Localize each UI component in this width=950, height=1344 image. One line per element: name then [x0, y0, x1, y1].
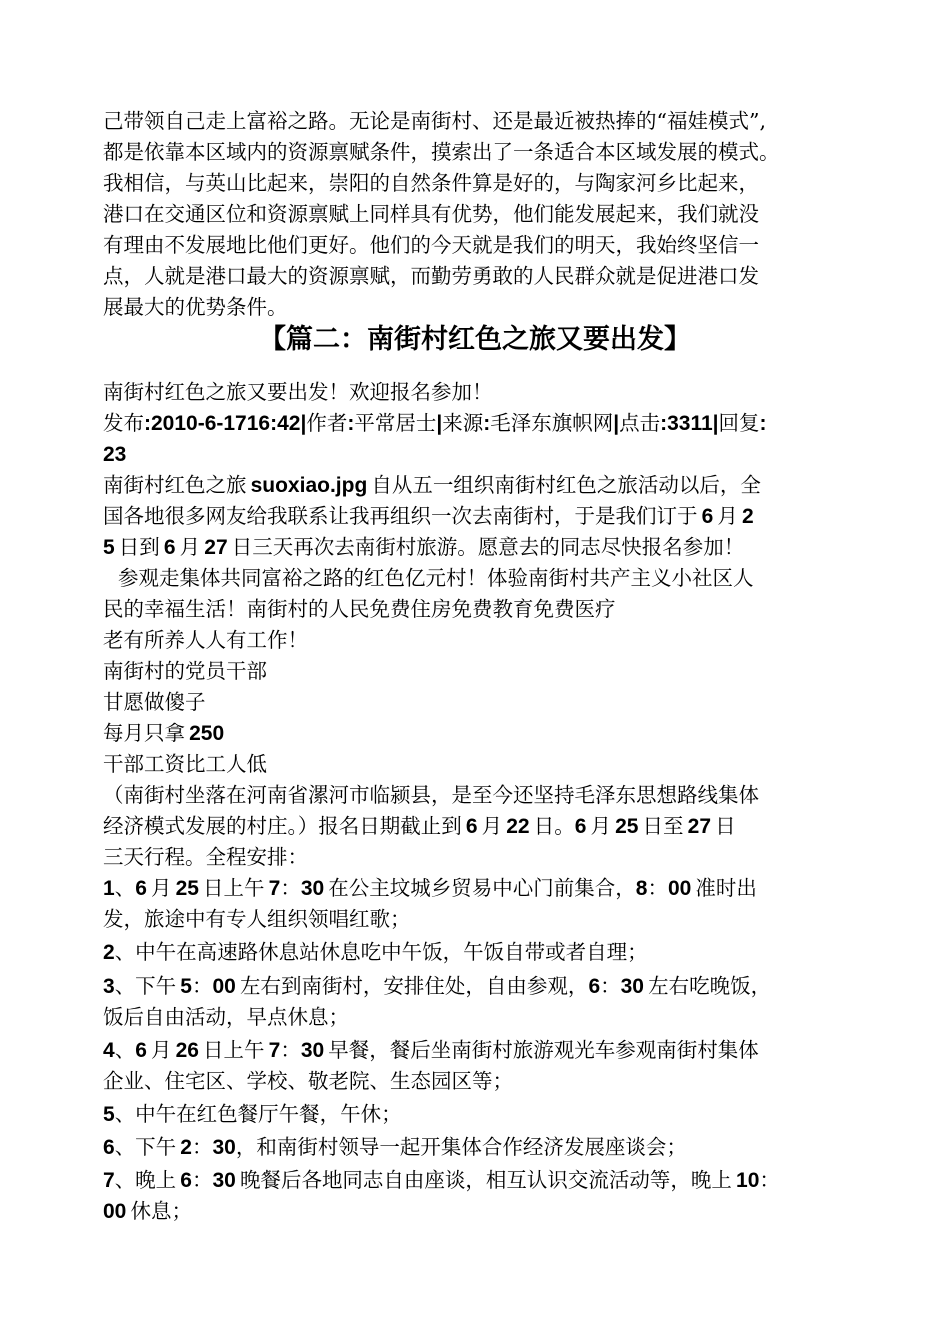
schedule-item: 发，旅途中有专人组织领唱红歌；	[103, 907, 411, 931]
short-line: 老有所养人人有工作！	[103, 628, 308, 652]
paragraph-line: 5 日到 6 月 27 日三天再次去南街村旅游。愿意去的同志尽快报名参加！	[103, 535, 745, 559]
section-title: 【篇二：南街村红色之旅又要出发】	[259, 324, 691, 355]
schedule-item: 饭后自由活动，早点休息；	[103, 1005, 349, 1029]
paragraph-line: 三天行程。全程安排：	[103, 845, 308, 869]
schedule-item: 00 休息；	[103, 1199, 192, 1223]
short-line: 干部工资比工人低	[103, 752, 267, 776]
intro-line: 点，人就是港口最大的资源禀赋，而勤劳勇敢的人民群众就是促进港口发	[103, 264, 759, 288]
schedule-item: 企业、住宅区、学校、敬老院、生态园区等；	[103, 1069, 513, 1093]
schedule-item: 3、下午 5：00 左右到南街村，安排住处，自由参观，6：30 左右吃晚饭，	[103, 974, 772, 998]
intro-line: 港口在交通区位和资源禀赋上同样具有优势，他们能发展起来，我们就没	[103, 202, 759, 226]
schedule-item: 7、晚上 6：30 晚餐后各地同志自由座谈，相互认识交流活动等，晚上 10：	[103, 1168, 780, 1192]
paragraph-line: （南街村坐落在河南省漯河市临颍县，是至今还坚持毛泽东思想路线集体	[103, 783, 759, 807]
schedule-item: 2、中午在高速路休息站休息吃中午饭，午饭自带或者自理；	[103, 940, 648, 964]
paragraph-line: 参观走集体共同富裕之路的红色亿元村！体验南街村共产主义小社区人	[118, 566, 754, 590]
article-headline: 南街村红色之旅又要出发！欢迎报名参加！	[103, 380, 493, 404]
intro-line: 展最大的优势条件。	[103, 295, 288, 319]
short-line: 南街村的党员干部	[103, 659, 267, 683]
intro-line: 己带领自己走上富裕之路。无论是南街村、还是最近被热捧的“福娃模式”,	[103, 109, 766, 133]
article-meta: 发布:2010-6-1716:42|作者:平常居士|来源:毛泽东旗帜网|点击:3311|回复:	[103, 411, 767, 435]
intro-line: 有理由不发展地比他们更好。他们的今天就是我们的明天，我始终坚信一	[103, 233, 759, 257]
article-meta-continued: 23	[103, 443, 127, 466]
paragraph-line: 南街村红色之旅 suoxiao.jpg 自从五一组织南街村红色之旅活动以后，全	[103, 473, 761, 497]
intro-line: 我相信，与英山比起来，崇阳的自然条件算是好的，与陶家河乡比起来，	[103, 171, 759, 195]
short-line: 甘愿做傻子	[103, 690, 206, 714]
schedule-item: 4、6 月 26 日上午 7：30 早餐，餐后坐南街村旅游观光车参观南街村集体	[103, 1038, 759, 1062]
paragraph-line: 民的幸福生活！南街村的人民免费住房免费教育免费医疗	[103, 597, 616, 621]
schedule-item: 5、中午在红色餐厅午餐，午休；	[103, 1102, 402, 1126]
paragraph-line: 经济模式发展的村庄。）报名日期截止到 6 月 22 日。6 月 25 日至 27 日	[103, 814, 736, 838]
short-line: 每月只拿 250	[103, 721, 225, 745]
schedule-item: 6、下午 2：30，和南街村领导一起开集体合作经济发展座谈会；	[103, 1135, 687, 1159]
paragraph-line: 国各地很多网友给我联系让我再组织一次去南街村，于是我们订于 6 月 2	[103, 504, 754, 528]
intro-line: 都是依靠本区域内的资源禀赋条件，摸索出了一条适合本区域发展的模式。	[103, 140, 780, 164]
schedule-item: 1、6 月 25 日上午 7：30 在公主坟城乡贸易中心门前集合，8：00 准时出	[103, 876, 757, 900]
